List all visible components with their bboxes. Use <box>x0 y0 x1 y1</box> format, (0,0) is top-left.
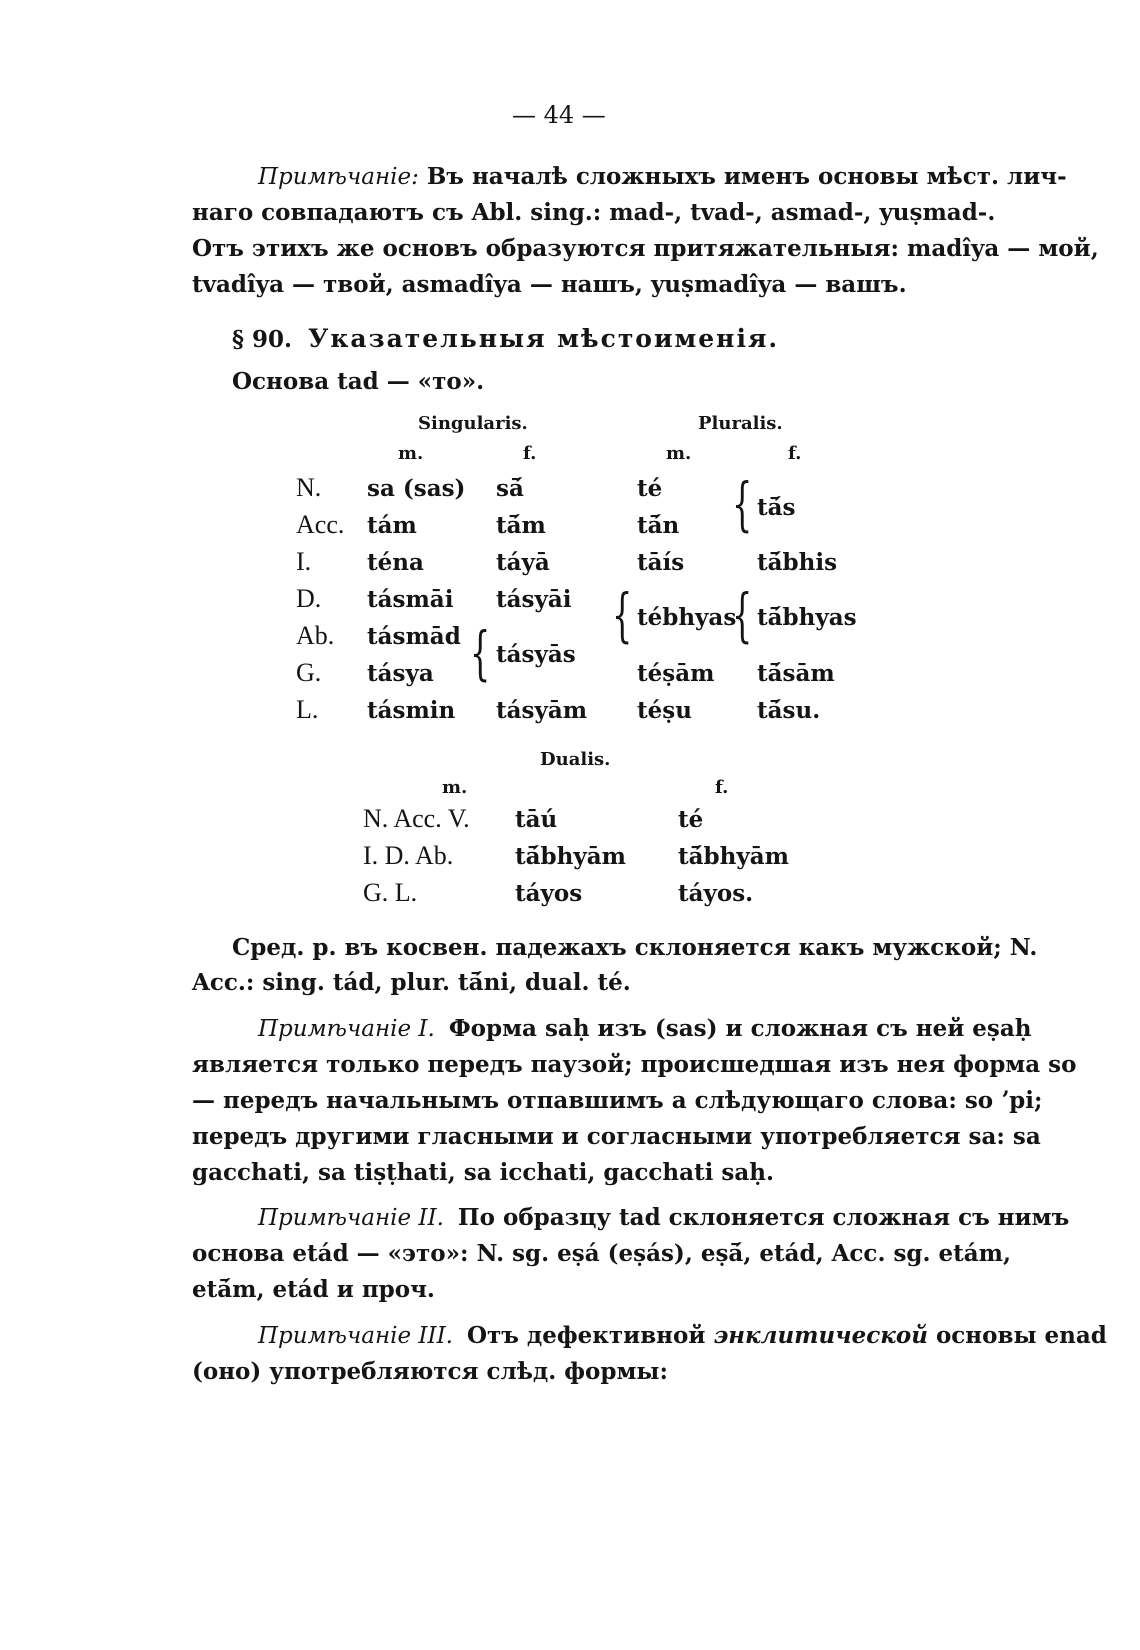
pl-m-form: té <box>637 475 663 502</box>
note1-line-2: является только передъ паузой; происшедшая изъ нея форма so <box>192 1051 1077 1078</box>
dual-f-form: té <box>678 806 704 833</box>
sg-m-form: téna <box>367 549 424 576</box>
note3-line-2: (оно) употребляются слѣд. формы: <box>192 1358 668 1385</box>
pl-f-form: tā́sām <box>757 660 835 687</box>
brace-pl-m-d-ab: { <box>612 581 633 649</box>
note1-line-3: — передъ начальнымъ отпавшимъ a слѣдующаго слова: so ʼpi; <box>192 1087 1043 1114</box>
note3-text-italic: энклитической <box>713 1322 928 1349</box>
dual-m-form: táyos <box>515 880 583 907</box>
note3-text-before: Отъ дефективной <box>467 1322 706 1349</box>
sg-m-form: tásmād <box>367 623 461 650</box>
pl-f-form: tā́su. <box>757 697 821 724</box>
note-top-line-3: Отъ этихъ же основъ образуются притяжательныя: madîya — мой, <box>192 235 1099 262</box>
pl-m-form: téṣām <box>637 660 715 687</box>
header-pl-f: f. <box>788 443 802 464</box>
sg-m-form: tásmāi <box>367 586 454 613</box>
note1-line-5: gacchati, sa tiṣṭhati, sa icchati, gacchati saḥ. <box>192 1159 774 1186</box>
case-label: N. <box>296 473 322 502</box>
header-pl-m: m. <box>666 443 692 464</box>
note-top-line-1 <box>258 163 1067 191</box>
sg-f-form: sā́ <box>496 475 524 502</box>
case-label: L. <box>296 695 319 724</box>
note-top-line-2: наго совпадаютъ съ Abl. sing.: mad-, tvad-, asmad-, yuṣmad-. <box>192 199 996 226</box>
pl-m-form: téṣu <box>637 697 692 724</box>
dual-f-form: táyos. <box>678 880 754 907</box>
case-label: G. <box>296 658 322 687</box>
header-singularis: Singularis. <box>418 413 528 434</box>
sg-f-form: táyā <box>496 549 550 576</box>
section-title: Указательныя мѣстоименія. <box>308 324 780 353</box>
dual-case: G. L. <box>363 878 418 907</box>
sg-m-form: sa (sas) <box>367 475 466 502</box>
section-heading <box>232 325 779 354</box>
note2-text-1: По образцу tad склоняется сложная съ нимъ <box>457 1204 1070 1231</box>
note1-text-1: Форма saḥ изъ (sas) и сложная съ ней eṣaḥ <box>448 1015 1032 1042</box>
dual-f-form: tā́bhyām <box>678 843 789 870</box>
pl-m-form: tā́n <box>637 512 680 539</box>
pl-f-form: tā́bhis <box>757 549 838 576</box>
pl-m-form: tébhyas <box>637 604 737 631</box>
sg-m-form: tásmin <box>367 697 456 724</box>
note1-line-1 <box>258 1015 1032 1043</box>
note3-text-after: основы enad <box>935 1322 1107 1349</box>
sg-f-form: tásyāi <box>496 586 572 613</box>
dual-case: N. Acc. V. <box>363 804 470 833</box>
sg-m-form: tám <box>367 512 417 539</box>
header-sg-f: f. <box>523 443 537 464</box>
case-label: Acc. <box>296 510 345 539</box>
brace-pl-f-n-acc: { <box>732 470 753 538</box>
brace-sg-f-ab-g: { <box>470 619 491 687</box>
neuter-line-1: Сред. р. въ косвен. падежахъ склоняется какъ мужской; N. <box>232 934 1038 961</box>
dual-m-form: tā́bhyām <box>515 843 626 870</box>
note2-line-3: etā́m, etád и проч. <box>192 1276 435 1303</box>
note-top-line-4: tvadîya — твой, asmadîya — нашъ, yuṣmadîya — вашъ. <box>192 271 907 298</box>
case-label: I. <box>296 547 312 576</box>
header-pluralis: Pluralis. <box>698 413 783 434</box>
brace-pl-f-d-ab: { <box>732 581 753 649</box>
dual-m-form: tāú <box>515 806 558 833</box>
header-sg-m: m. <box>398 443 424 464</box>
case-label: D. <box>296 584 322 613</box>
pl-m-form: tāís <box>637 549 685 576</box>
note1-line-4: передъ другими гласными и согласными употребляется sa: sa <box>192 1123 1041 1150</box>
note-top-label: Примѣчаніе: <box>258 164 419 190</box>
page-number: — 44 — <box>512 101 606 129</box>
case-label: Ab. <box>296 621 335 650</box>
note2-line-1 <box>258 1204 1069 1232</box>
note2-line-2: основа etád — «это»: N. sg. eṣá (eṣás), eṣā́, etád, Acc. sg. etám, <box>192 1240 1012 1267</box>
note3-line-1 <box>258 1322 1107 1350</box>
header-dualis: Dualis. <box>540 749 611 770</box>
sg-f-form: tásyām <box>496 697 588 724</box>
note3-label: Примѣчаніе III. <box>258 1323 453 1349</box>
note-top-text-1: Въ началѣ сложныхъ именъ основы мѣст. лич- <box>426 163 1067 190</box>
note2-label: Примѣчаніе II. <box>258 1205 444 1231</box>
pl-f-form: tā́s <box>757 494 796 521</box>
dual-case: I. D. Ab. <box>363 841 454 870</box>
sg-m-form: tásya <box>367 660 434 687</box>
section-number: § 90. <box>232 326 293 353</box>
neuter-line-2: Acc.: sing. tád, plur. tā́ni, dual. té. <box>192 969 631 996</box>
sg-f-form: tásyās <box>496 641 576 668</box>
header-du-m: m. <box>442 777 468 798</box>
note1-label: Примѣчаніе I. <box>258 1016 435 1042</box>
stem-line: Основа tad — «то». <box>232 368 485 395</box>
sg-f-form: tā́m <box>496 512 546 539</box>
header-du-f: f. <box>715 777 729 798</box>
pl-f-form: tā́bhyas <box>757 604 857 631</box>
